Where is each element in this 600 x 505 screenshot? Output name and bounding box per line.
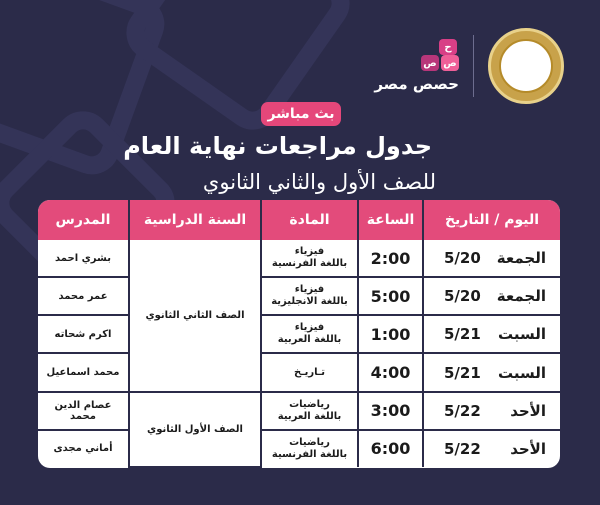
header xyxy=(374,28,564,104)
table-header-row xyxy=(38,200,560,240)
year-cell: الصف الثاني الثانوي xyxy=(129,240,261,392)
date: 5/21 xyxy=(444,363,481,382)
time-cell: 3:00 xyxy=(358,392,423,430)
time-cell: 4:00 xyxy=(358,353,423,391)
teacher-cell: محمد اسماعيل xyxy=(38,353,129,391)
page-subtitle: للصف الأول والثاني الثانوي xyxy=(202,170,436,194)
page-title: جدول مراجعات نهاية العام xyxy=(123,132,432,160)
day-date-cell xyxy=(423,240,560,277)
subject-language: باللغة الفرنسية xyxy=(271,258,348,270)
subject-cell xyxy=(261,240,358,277)
subject-language: باللغة الفرنسية xyxy=(271,448,348,460)
day-date-cell xyxy=(423,392,560,430)
brand-logo xyxy=(374,39,459,93)
date: 5/22 xyxy=(444,439,481,458)
subject-cell xyxy=(261,392,358,430)
date: 5/20 xyxy=(444,287,481,306)
subject-name: فيزياء xyxy=(294,322,325,334)
table-row xyxy=(38,240,560,277)
table-row xyxy=(38,392,560,430)
time-cell: 5:00 xyxy=(358,277,423,315)
day-date-cell xyxy=(423,430,560,467)
subject-name: رياضيات xyxy=(289,436,330,448)
date: 5/21 xyxy=(444,325,481,344)
day-date-cell xyxy=(423,353,560,391)
year-cell: الصف الأول الثانوي xyxy=(129,392,261,467)
brand-tiles xyxy=(415,39,459,73)
time-cell: 6:00 xyxy=(358,430,423,467)
day: السبت xyxy=(497,363,546,382)
subject-name: تـاريـخ xyxy=(293,366,326,378)
live-badge: بث مباشر xyxy=(261,102,341,126)
time-cell: 2:00 xyxy=(358,240,423,277)
subject-name: فيزياء xyxy=(294,284,325,296)
subject-language: باللغة الانجليزية xyxy=(271,296,348,308)
header-teacher: المدرس xyxy=(38,200,129,240)
subject-language: باللغة العربية xyxy=(277,334,342,346)
brand-tile: ص xyxy=(421,55,439,71)
time-cell: 1:00 xyxy=(358,315,423,353)
subject-language: باللغة العربية xyxy=(277,410,342,422)
header-divider xyxy=(473,35,474,97)
header-subject: المادة xyxy=(261,200,358,240)
day: الأحد xyxy=(510,401,546,420)
subject-cell xyxy=(261,277,358,315)
subject-cell xyxy=(261,353,358,391)
ministry-seal-icon xyxy=(488,28,564,104)
date: 5/20 xyxy=(444,249,481,268)
day-date-cell xyxy=(423,277,560,315)
table-row xyxy=(38,277,560,315)
day: الجمعة xyxy=(496,249,546,268)
subject-name: رياضيات xyxy=(289,398,330,410)
brand-tile: ح xyxy=(439,39,457,55)
brand-tile: ص xyxy=(441,55,459,71)
day: الأحد xyxy=(510,439,546,458)
day-date-cell xyxy=(423,315,560,353)
day: الجمعة xyxy=(496,287,546,306)
subject-cell xyxy=(261,430,358,467)
date: 5/22 xyxy=(444,401,481,420)
subject-name: فيزياء xyxy=(294,246,325,258)
header-time: الساعة xyxy=(358,200,423,240)
day: السبت xyxy=(497,325,546,344)
header-day-date: اليوم / التاريخ xyxy=(423,200,560,240)
teacher-cell: بشري احمد xyxy=(38,240,129,277)
schedule-table xyxy=(38,200,560,468)
table-row xyxy=(38,353,560,391)
teacher-cell: أماني مجدى xyxy=(53,443,113,455)
table-row xyxy=(38,430,560,467)
header-year: السنة الدراسية xyxy=(129,200,261,240)
teacher-cell: اكرم شحاته xyxy=(38,315,129,353)
teacher-cell: عمر محمد xyxy=(38,277,129,315)
table-row xyxy=(38,315,560,353)
brand-name: حصص مصر xyxy=(374,75,459,93)
subject-cell xyxy=(261,315,358,353)
teacher-cell: عصام الدين محمد xyxy=(38,392,129,430)
